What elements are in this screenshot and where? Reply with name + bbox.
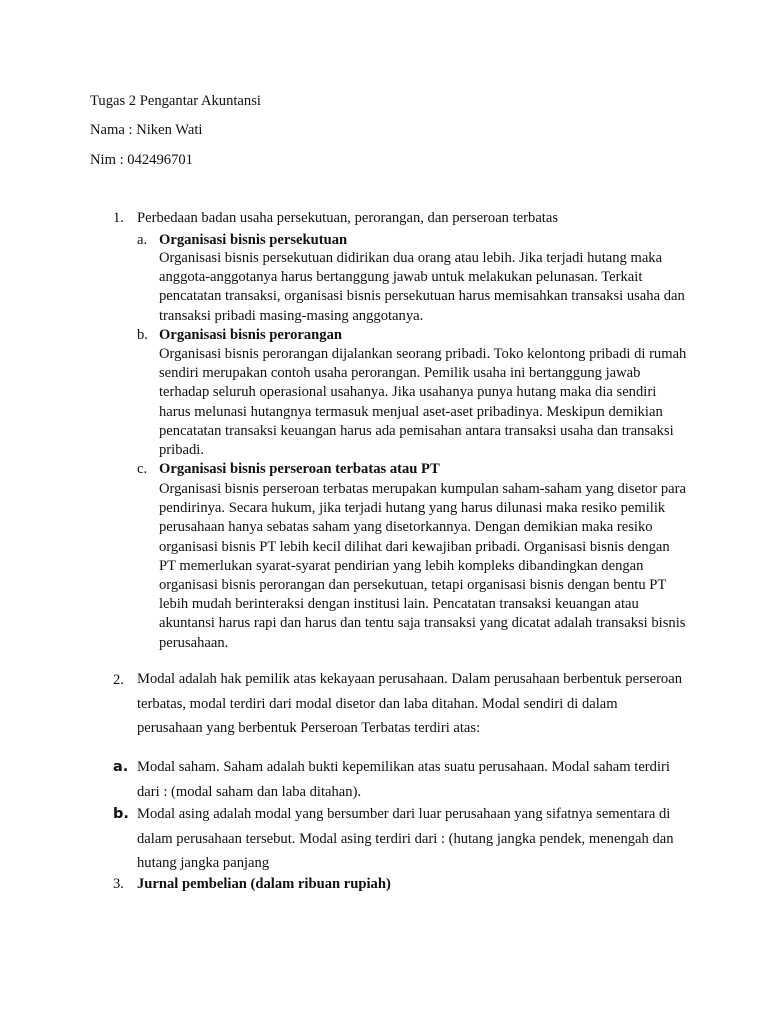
student-name: Nama : Niken Wati: [90, 122, 203, 138]
q2-number: 2.: [113, 672, 124, 688]
q1-item-a-title: Organisasi bisnis persekutuan: [159, 232, 348, 248]
q2-item-b-letter: b.: [113, 806, 129, 822]
q1-item-c-letter: c.: [137, 461, 148, 477]
q2-item-a-letter: a.: [113, 759, 129, 775]
q1-item-b-letter: b.: [137, 327, 148, 343]
q1-text: Perbedaan badan usaha persekutuan, perorangan, dan perseroan terbatas: [137, 210, 559, 226]
q3-number: 3.: [113, 876, 124, 892]
q2-item-a-body: Modal saham. Saham adalah bukti kepemilikan atas suatu perusahaan. Modal saham terdiri dari : (modal saham dan laba ditahan).: [137, 759, 670, 800]
q1-item-a-body: Organisasi bisnis persekutuan didirikan dua orang atau lebih. Jika terjadi hutang maka anggota-anggotanya harus bertanggung jawab untuk melakukan pelunasan. Terkait pencatatan transaksi, organisasi bisnis persekutuan harus memisahkan transaksi usaha dan transaksi pribadi masing-masing anggotanya.: [159, 250, 685, 324]
q2-text: Modal adalah hak pemilik atas kekayaan perusahaan. Dalam perusahaan berbentuk perseroan terbatas, modal terdiri dari modal disetor dan laba ditahan. Modal sendiri di dalam perusahaan yang berbentuk Perseroan Terbatas terdiri atas:: [137, 671, 683, 736]
q1-number: 1.: [113, 210, 124, 226]
q1-item-b-body: Organisasi bisnis perorangan dijalankan seorang pribadi. Toko kelontong pribadi di rumah sendiri merupakan contoh usaha perorangan. Pemilik usaha ini bertanggung jawab terhadap seluruh operasional usahanya. Jika usahanya punya hutang maka dia sendiri harus melunasi hutangnya termasuk menjual aset-aset pribadinya. Meskipun demikian pencatatan transaksi keuangan harus ada pemisahan antara transaksi usaha dan transaksi pribadi.: [159, 346, 687, 459]
q1-item-b-title: Organisasi bisnis perorangan: [159, 327, 343, 343]
document-title: Tugas 2 Pengantar Akuntansi: [90, 93, 261, 109]
q1-item-a-letter: a.: [137, 232, 148, 248]
q1-item-c-body: Organisasi bisnis perseroan terbatas merupakan kumpulan saham-saham yang disetor para pendirinya. Secara hukum, jika terjadi hutang yang harus dilunasi maka resiko pemilik perusahaan hanya sebatas saham yang disetorkannya. Dengan demikian maka resiko organisasi bisnis PT lebih kecil dilihat dari kewajiban pribadi. Organisasi bisnis dengan PT memerlukan syarat-syarat pendirian yang lebih kompleks dibandingkan dengan organisasi bisnis perorangan dan persekutuan, tetapi organisasi bisnis dengan bentu PT lebih mudah berinteraksi dengan institusi lain. Pencatatan transaksi keuangan atau akuntansi harus rapi dan harus dan tentu saja transaksi yang dicatat adalah transaksi bisnis perusahaan.: [159, 481, 686, 651]
student-nim: Nim : 042496701: [90, 152, 193, 168]
q3-text: Jurnal pembelian (dalam ribuan rupiah): [137, 876, 391, 892]
q1-item-c-title: Organisasi bisnis perseroan terbatas atau PT: [159, 461, 440, 477]
q2-item-b-body: Modal asing adalah modal yang bersumber dari luar perusahaan yang sifatnya sementara di dalam perusahaan tersebut. Modal asing terdiri dari : (hutang jangka pendek, menengah dan hutang jangka panjang: [137, 806, 674, 871]
